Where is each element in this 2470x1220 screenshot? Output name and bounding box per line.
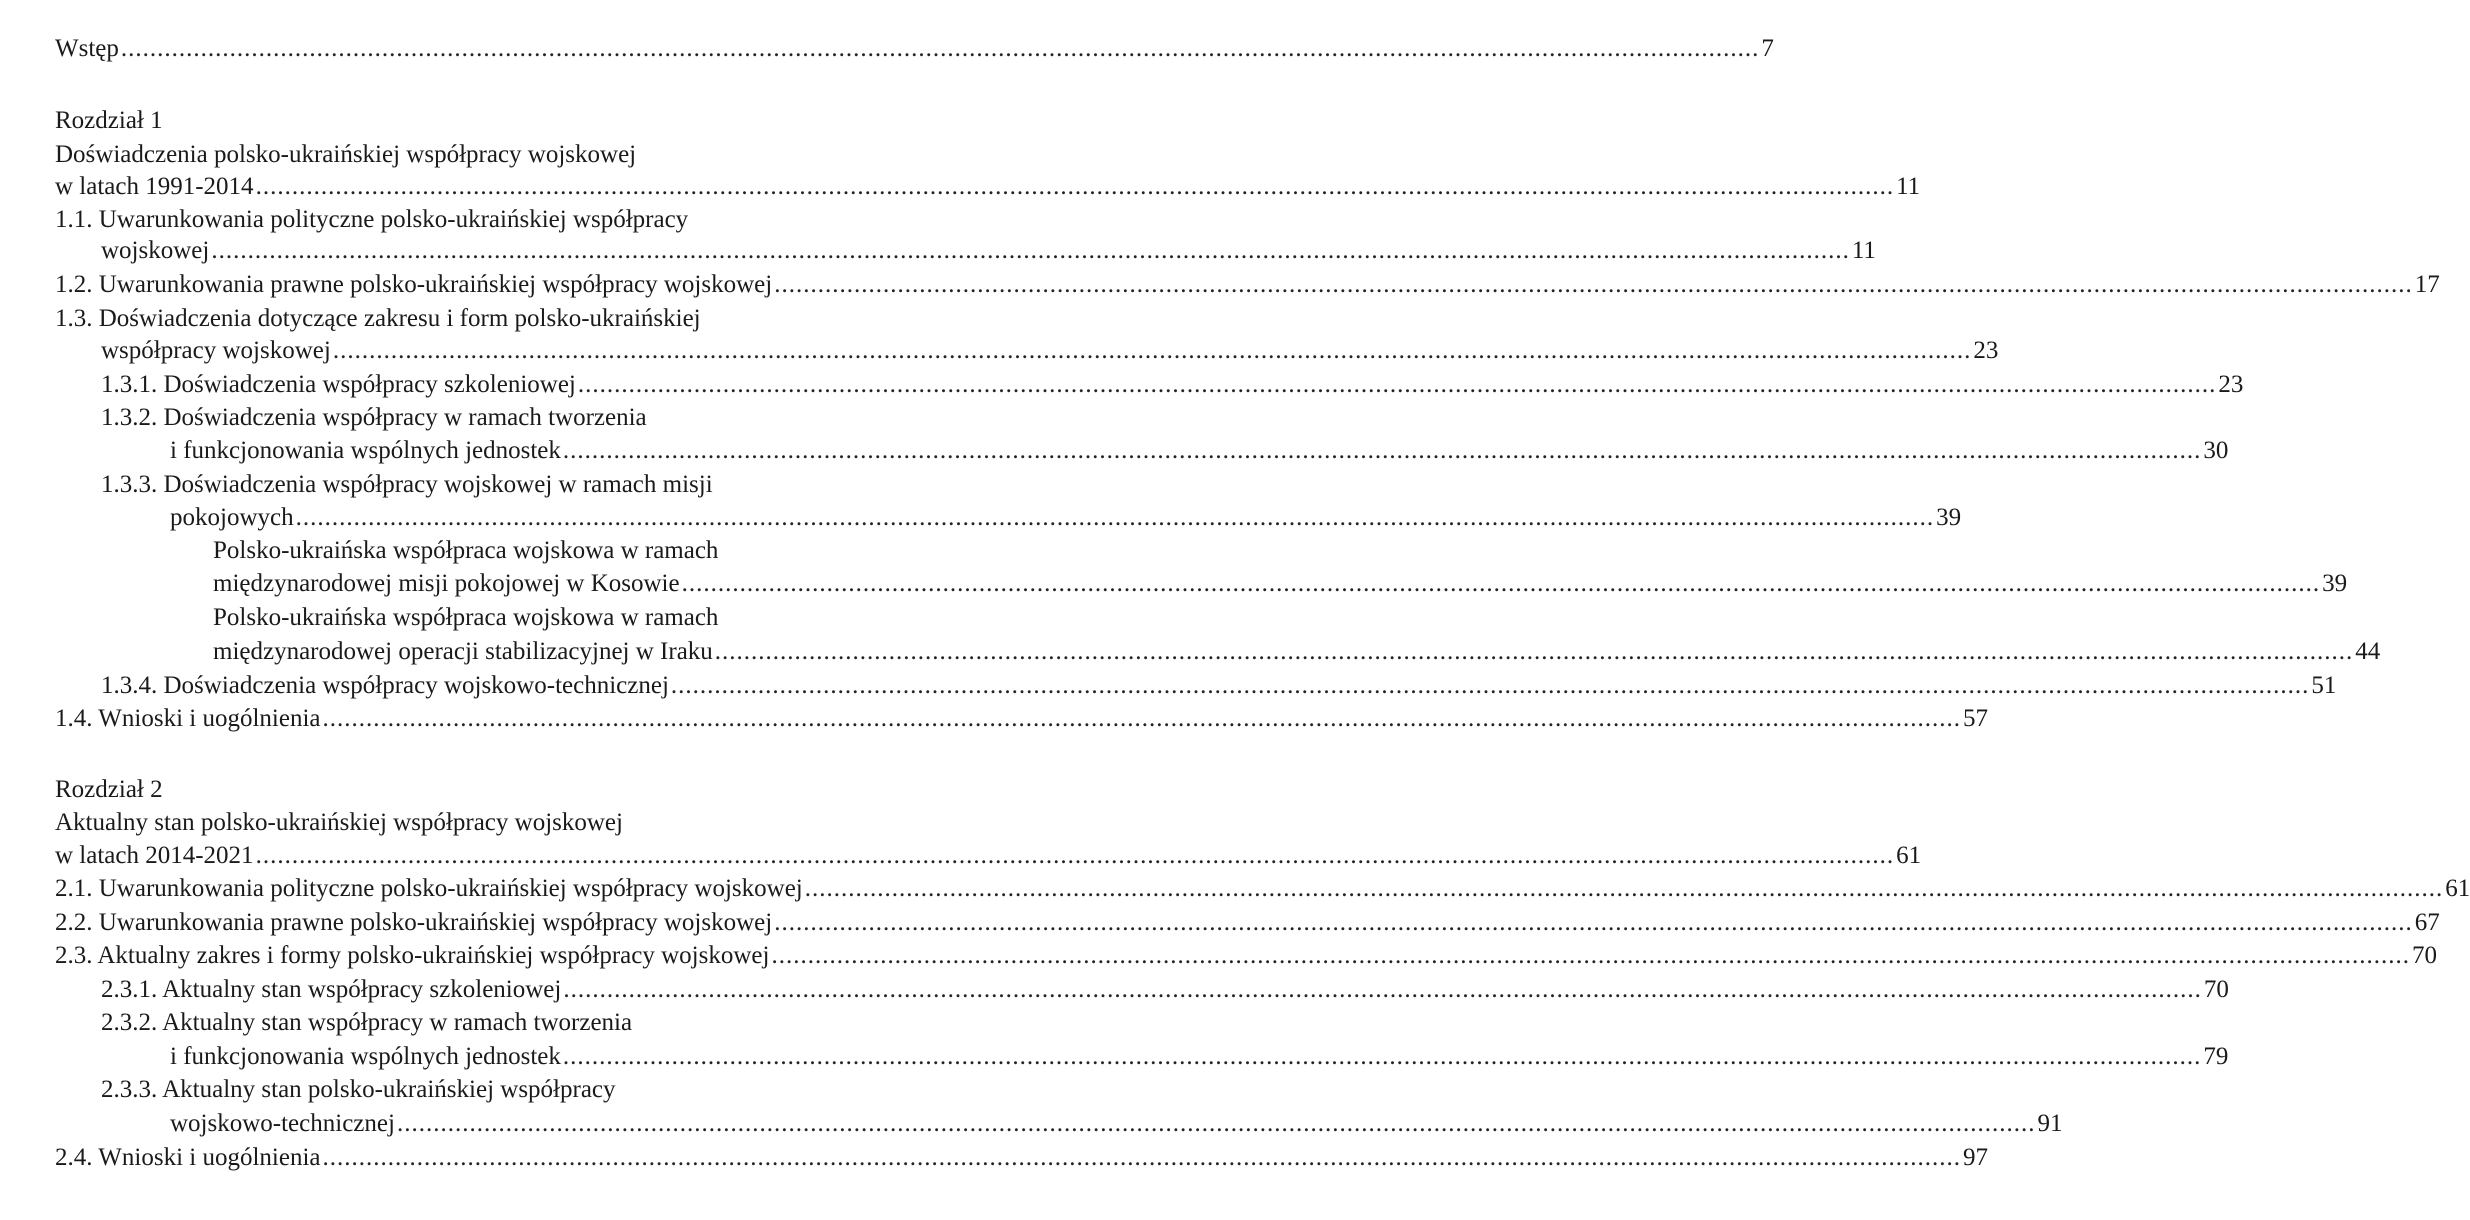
toc-entry [213,567,2348,601]
toc-entry-page-number: 44 [2355,638,2381,665]
dot-leader [578,368,2217,402]
toc-heading-line: Doświadczenia polsko-ukraińskiej współpracy wojskowej [55,141,637,168]
toc-heading-line: 2.3.3. Aktualny stan polsko-ukraińskiej współpracy [101,1076,616,1103]
dot-leader [121,32,1760,66]
toc-entry-page-number: 79 [2203,1043,2229,1070]
toc-entry-title: wojskowej [101,237,210,264]
toc-entry [55,268,2440,302]
toc-entry-page-number: 61 [1896,842,1922,869]
toc-entry [55,839,1922,873]
toc-heading-line: 1.3. Doświadczenia dotyczące zakresu i form polsko-ukraińskiej [55,305,701,332]
toc-heading-line: Rozdział 2 [55,776,163,803]
toc-entry-title: i funkcjonowania wspólnych jednostek [170,437,561,464]
toc-entry-title: 2.3.1. Aktualny stan współpracy szkoleniowej [101,976,562,1003]
toc-entry-page-number: 91 [2037,1110,2063,1137]
toc-entry [55,939,2437,973]
toc-entry [55,1141,1988,1175]
toc-entry-page-number: 23 [1973,337,1999,364]
toc-entry-title: 1.3.1. Doświadczenia współpracy szkoleniowej [101,371,576,398]
dot-leader [563,434,2202,468]
toc-entry-page-number: 51 [2311,672,2337,699]
toc-entry-title: w latach 1991-2014 [55,173,254,200]
toc-heading-line: 1.3.3. Doświadczenia współpracy wojskowej w ramach misji [101,471,713,498]
dot-leader [774,268,2413,302]
toc-entry [170,434,2229,468]
toc-entry-title: międzynarodowej misji pokojowej w Kosowie [213,570,680,597]
toc-entry [101,334,1999,368]
toc-entry-page-number: 7 [1761,35,1774,62]
toc-entry [170,1107,2063,1141]
toc-heading-line: 1.1. Uwarunkowania polityczne polsko-ukraińskiej współpracy [55,206,689,233]
toc-entry-page-number: 11 [1896,173,1921,200]
toc-entry [55,32,1774,66]
dot-leader [256,170,1895,204]
toc-entry [101,973,2229,1007]
toc-entry-title: w latach 2014-2021 [55,842,254,869]
toc-entry [101,669,2337,703]
toc-entry-title: 1.3.4. Doświadczenia współpracy wojskowo-technicznej [101,672,669,699]
toc-entry [170,1040,2229,1074]
toc-entry-title: 2.1. Uwarunkowania polityczne polsko-ukraińskiej współpracy wojskowej [55,875,803,902]
dot-leader [774,906,2413,940]
dot-leader [715,635,2354,669]
dot-leader [682,567,2321,601]
dot-leader [563,973,2202,1007]
toc-entry-page-number: 70 [2203,976,2229,1003]
toc-entry-title: 1.2. Uwarunkowania prawne polsko-ukraińskiej współpracy wojskowej [55,271,773,298]
toc-entry-title: 2.3. Aktualny zakres i formy polsko-ukraińskiej współpracy wojskowej [55,942,770,969]
toc-entry [101,234,1876,268]
dot-leader [296,501,1935,535]
dot-leader [256,839,1895,873]
dot-leader [397,1107,2036,1141]
toc-entry-page-number: 39 [2322,570,2348,597]
toc-heading-line: 1.3.2. Doświadczenia współpracy w ramach tworzenia [101,404,647,431]
toc-heading-line: Polsko-ukraińska współpraca wojskowa w ramach [213,604,719,631]
toc-entry [55,872,2470,906]
toc-entry-page-number: 17 [2414,271,2440,298]
toc-entry [55,906,2440,940]
toc-entry [101,368,2244,402]
toc-entry-title: międzynarodowej operacji stabilizacyjnej w Iraku [213,638,713,665]
toc-heading-line: Aktualny stan polsko-ukraińskiej współpracy wojskowej [55,809,623,836]
toc-entry-page-number: 23 [2218,371,2244,398]
toc-entry-title: wojskowo-technicznej [170,1110,395,1137]
dot-leader [323,702,1962,736]
toc-entry [213,635,2381,669]
toc-entry-page-number: 30 [2203,437,2229,464]
toc-entry-page-number: 97 [1963,1144,1988,1171]
toc-entry-page-number: 57 [1963,705,1988,732]
dot-leader [671,669,2310,703]
toc-entry [170,501,1962,535]
dot-leader [211,234,1850,268]
toc-entry-title: i funkcjonowania wspólnych jednostek [170,1043,561,1070]
toc-entry-title: 1.4. Wnioski i uogólnienia [55,705,321,732]
toc-entry-title: 2.2. Uwarunkowania prawne polsko-ukraińskiej współpracy wojskowej [55,909,773,936]
toc-entry [55,702,1988,736]
toc-entry-title: pokojowych [170,504,294,531]
dot-leader [771,939,2410,973]
toc-entry-page-number: 67 [2414,909,2440,936]
toc-heading-line: Rozdział 1 [55,107,163,134]
dot-leader [805,872,2444,906]
toc-entry-title: 2.4. Wnioski i uogólnienia [55,1144,321,1171]
toc-heading-line: 2.3.2. Aktualny stan współpracy w ramach tworzenia [101,1009,633,1036]
toc-entry-page-number: 61 [2445,875,2470,902]
toc-entry-page-number: 70 [2411,942,2437,969]
toc-entry [55,170,1921,204]
dot-leader [323,1141,1962,1175]
toc-heading-line: Polsko-ukraińska współpraca wojskowa w ramach [213,537,719,564]
toc-entry-page-number: 11 [1851,237,1876,264]
dot-leader [563,1040,2202,1074]
toc-entry-title: Wstęp [55,35,119,62]
toc-entry-page-number: 39 [1936,504,1962,531]
dot-leader [333,334,1972,368]
toc-entry-title: współpracy wojskowej [101,337,331,364]
